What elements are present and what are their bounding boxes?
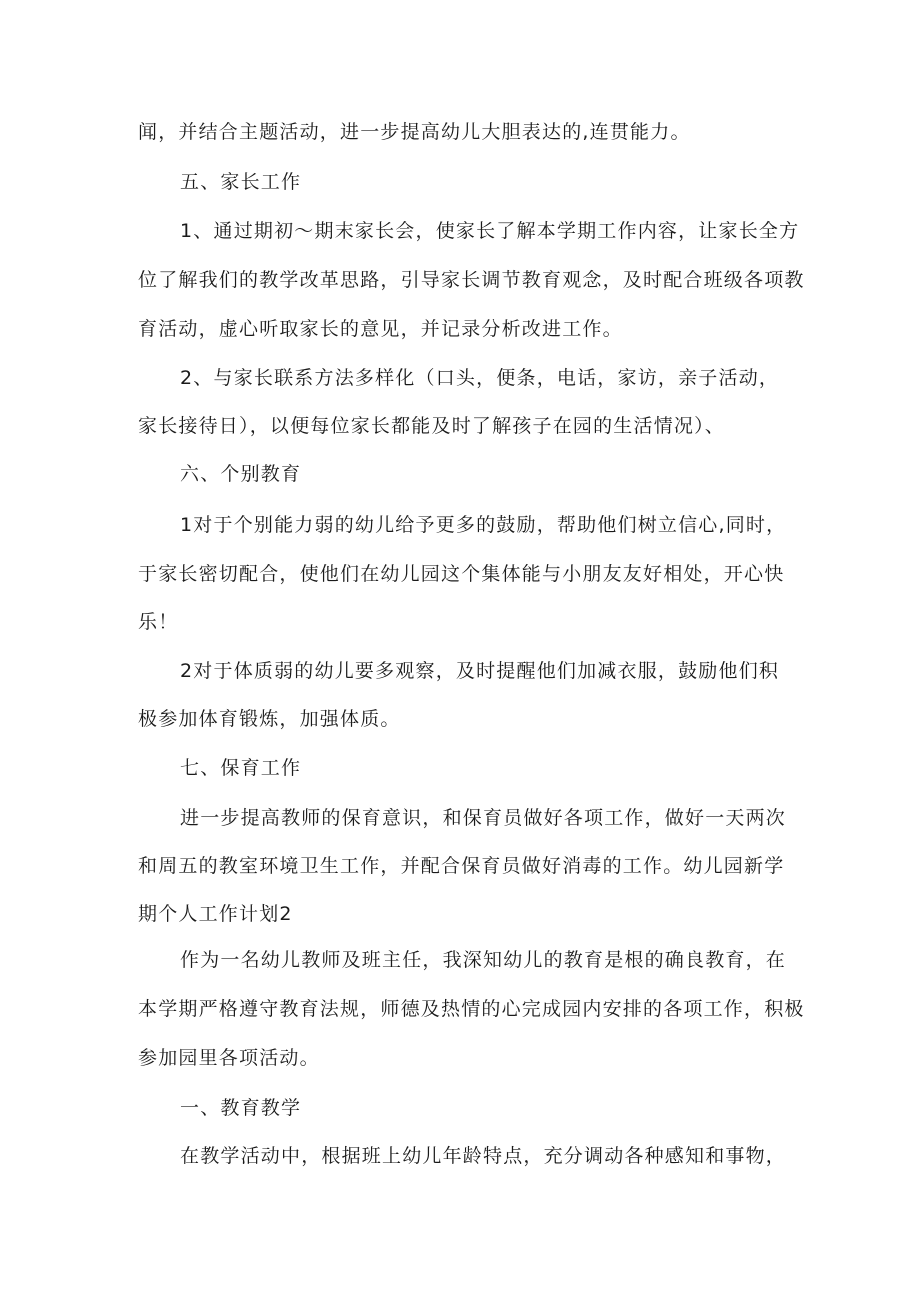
text-line-22: 在教学活动中，根据班上幼儿年龄特点，充分调动各种感知和事物， bbox=[180, 1145, 787, 1167]
text-line-12: 2对于体质弱的幼儿要多观察，及时提醒他们加减衣服，鼓励他们积 bbox=[180, 660, 780, 682]
section-heading-care-work: 七、保育工作 bbox=[180, 757, 302, 779]
text-line-16: 和周五的教室环境卫生工作，并配合保育员做好消毒的工作。幼儿园新学 bbox=[138, 855, 785, 877]
text-line-7: 家长接待日），以便每位家长都能及时了解孩子在园的生活情况）、 bbox=[138, 415, 726, 437]
section-heading-individual-education: 六、个别教育 bbox=[180, 463, 302, 485]
text-line-5: 育活动，虚心听取家长的意见，并记录分析改进工作。 bbox=[138, 318, 623, 340]
text-line-17: 期个人工作计划2 bbox=[138, 903, 293, 925]
section-heading-parent-work: 五、家长工作 bbox=[180, 171, 302, 193]
text-line-19: 本学期严格遵守教育法规，师德及热情的心完成园内安排的各项工作，积极 bbox=[138, 998, 805, 1020]
text-line-10: 于家长密切配合，使他们在幼儿园这个集体能与小朋友友好相处，开心快 bbox=[138, 563, 785, 585]
text-line-15: 进一步提高教师的保育意识，和保育员做好各项工作，做好一天两次 bbox=[180, 807, 787, 829]
text-line-1: 闻，并结合主题活动，进一步提高幼儿大胆表达的,连贯能力。 bbox=[138, 121, 691, 143]
text-line-4: 位了解我们的教学改革思路，引导家长调节教育观念，及时配合班级各项教 bbox=[138, 269, 805, 291]
text-line-3: 1、通过期初～期末家长会，使家长了解本学期工作内容，让家长全方 bbox=[180, 220, 800, 242]
text-line-9: 1对于个别能力弱的幼儿给予更多的鼓励，帮助他们树立信心,同时， bbox=[180, 514, 787, 536]
text-line-20: 参加园里各项活动。 bbox=[138, 1047, 320, 1069]
text-line-13: 极参加体育锻炼，加强体质。 bbox=[138, 708, 401, 730]
text-line-6: 2、与家长联系方法多样化（口头，便条，电话，家访，亲子活动， bbox=[180, 367, 780, 389]
text-line-11: 乐！ bbox=[138, 611, 179, 633]
section-heading-teaching: 一、教育教学 bbox=[180, 1097, 302, 1119]
text-line-18: 作为一名幼儿教师及班主任，我深知幼儿的教育是根的确良教育，在 bbox=[180, 949, 787, 971]
